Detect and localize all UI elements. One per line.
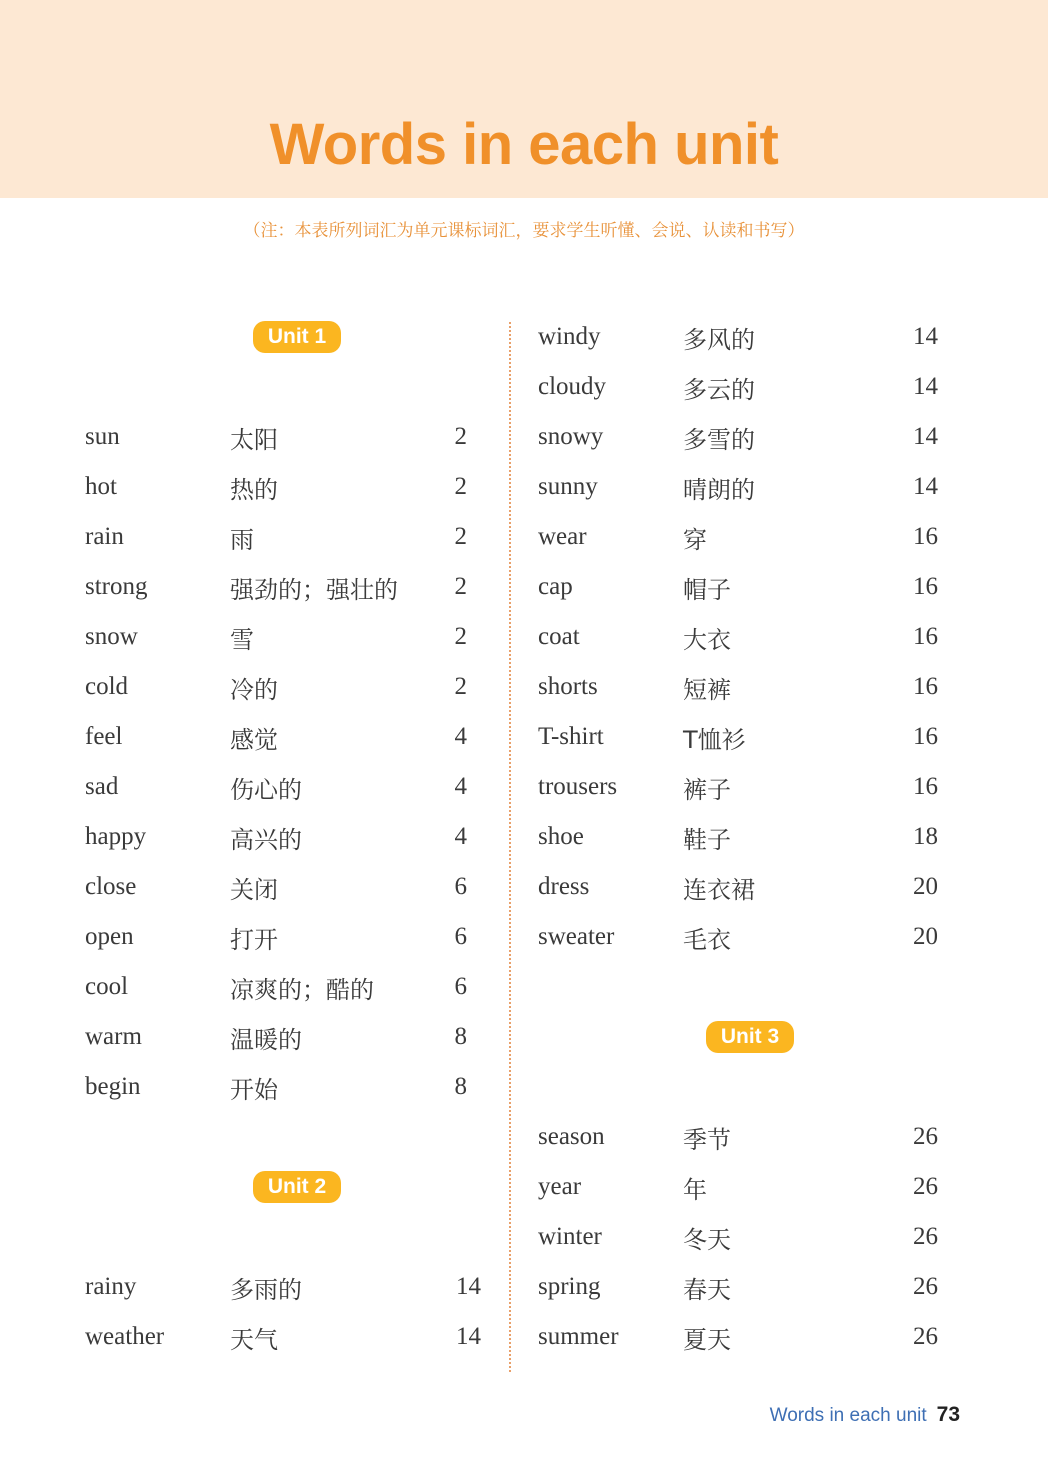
word-english: sun (85, 423, 120, 450)
word-english: cool (85, 973, 129, 1000)
word-row (538, 912, 938, 962)
word-row (85, 812, 485, 862)
word-meaning: 热的 (230, 475, 278, 504)
word-row (85, 912, 485, 962)
word-row (538, 1162, 938, 1212)
word-meaning: 高兴的 (230, 825, 302, 854)
word-english: happy (85, 823, 147, 850)
word-row (85, 562, 485, 612)
word-english: season (538, 1123, 605, 1150)
word-meaning: 冬天 (683, 1225, 731, 1254)
word-meaning: 季节 (683, 1125, 731, 1154)
word-english: snow (85, 623, 138, 650)
word-page-number: 18 (913, 823, 938, 850)
word-page-number: 14 (913, 373, 938, 400)
word-english: summer (538, 1323, 619, 1350)
word-english: begin (85, 1073, 141, 1100)
word-english: shoe (538, 823, 584, 850)
word-page-number: 16 (913, 623, 938, 650)
page-number: 73 (936, 1403, 960, 1426)
word-page-number: 4 (454, 723, 467, 750)
word-row (85, 1312, 485, 1362)
word-english: strong (85, 573, 148, 600)
word-row (538, 412, 938, 462)
word-page-number: 6 (454, 973, 467, 1000)
word-page-number: 16 (913, 773, 938, 800)
word-meaning: 太阳 (230, 425, 278, 454)
unit-1-heading (85, 312, 509, 362)
word-row (85, 612, 485, 662)
word-page-number: 2 (454, 473, 467, 500)
word-row (538, 562, 938, 612)
word-row (85, 412, 485, 462)
word-row (85, 762, 485, 812)
word-english: winter (538, 1223, 602, 1250)
word-page-number: 16 (913, 723, 938, 750)
word-english: rain (85, 523, 124, 550)
word-page-number: 26 (913, 1223, 938, 1250)
unit-3-heading (538, 1012, 962, 1062)
word-english: shorts (538, 673, 598, 700)
word-row (538, 462, 938, 512)
word-english: cold (85, 673, 129, 700)
word-page-number: 2 (454, 423, 467, 450)
word-meaning: 伤心的 (230, 775, 302, 804)
word-english: sunny (538, 473, 598, 500)
word-meaning: 雪 (230, 625, 254, 654)
word-page-number: 20 (913, 873, 938, 900)
word-row (538, 762, 938, 812)
word-row (538, 812, 938, 862)
word-row (85, 1012, 485, 1062)
word-english: trousers (538, 773, 618, 800)
word-page-number: 20 (913, 923, 938, 950)
word-english: hot (85, 473, 117, 500)
word-english: feel (85, 723, 123, 750)
word-page-number: 14 (913, 473, 938, 500)
word-page-number: 14 (456, 1323, 481, 1350)
word-meaning: 天气 (230, 1325, 278, 1354)
word-meaning: 晴朗的 (683, 475, 755, 504)
word-meaning: 裤子 (683, 775, 731, 804)
word-meaning: 短裤 (683, 675, 731, 704)
word-row (538, 362, 938, 412)
word-meaning: 穿 (683, 525, 707, 554)
word-english: wear (538, 523, 587, 550)
unit-3-badge: Unit 3 (706, 1021, 794, 1053)
word-meaning: 凉爽的；酷的 (230, 975, 374, 1004)
word-english: cap (538, 573, 573, 600)
word-page-number: 6 (454, 873, 467, 900)
word-meaning: 连衣裙 (683, 875, 755, 904)
unit-2-heading (85, 1162, 509, 1212)
unit-2-word-list-part-1 (85, 1262, 485, 1362)
word-page-number: 14 (456, 1273, 481, 1300)
word-meaning: 强劲的；强壮的 (230, 575, 398, 604)
word-page-number: 26 (913, 1173, 938, 1200)
word-english: dress (538, 873, 590, 900)
word-page-number: 2 (454, 523, 467, 550)
word-row (85, 962, 485, 1012)
word-english: rainy (85, 1273, 137, 1300)
word-meaning: 毛衣 (683, 925, 731, 954)
word-meaning: 冷的 (230, 675, 278, 704)
word-page-number: 2 (454, 673, 467, 700)
word-english: sweater (538, 923, 615, 950)
unit-1-word-list (85, 412, 485, 1112)
footer-title: Words in each unit (769, 1405, 927, 1426)
word-english: spring (538, 1273, 601, 1300)
word-english: warm (85, 1023, 142, 1050)
word-page-number: 16 (913, 673, 938, 700)
word-meaning: 多雪的 (683, 425, 755, 454)
word-english: T-shirt (538, 723, 604, 750)
word-row (85, 712, 485, 762)
column-divider (509, 322, 511, 1372)
word-page-number: 14 (913, 323, 938, 350)
word-english: cloudy (538, 373, 607, 400)
word-english: sad (85, 773, 119, 800)
word-meaning: 多云的 (683, 375, 755, 404)
word-meaning: 关闭 (230, 875, 278, 904)
word-meaning: 打开 (230, 925, 278, 954)
word-page-number: 16 (913, 573, 938, 600)
word-meaning: 夏天 (683, 1325, 731, 1354)
left-column (85, 312, 485, 1362)
word-meaning: 温暖的 (230, 1025, 302, 1054)
word-page-number: 14 (913, 423, 938, 450)
page-title: Words in each unit (269, 112, 779, 177)
word-row (85, 512, 485, 562)
word-row (538, 1212, 938, 1262)
word-meaning: 大衣 (683, 625, 731, 654)
word-meaning: 雨 (230, 525, 254, 554)
word-page-number: 8 (454, 1073, 467, 1100)
unit-2-word-list-part-2 (538, 312, 938, 962)
word-meaning: 帽子 (683, 575, 731, 604)
page-footer (770, 1403, 960, 1427)
word-meaning: 感觉 (230, 725, 278, 754)
word-row (85, 662, 485, 712)
word-row (538, 662, 938, 712)
word-row (85, 1262, 485, 1312)
word-english: close (85, 873, 137, 900)
word-page-number: 26 (913, 1123, 938, 1150)
word-page-number: 4 (454, 823, 467, 850)
word-english: windy (538, 323, 601, 350)
word-meaning: 开始 (230, 1075, 278, 1104)
unit-1-badge: Unit 1 (253, 321, 341, 353)
word-english: snowy (538, 423, 604, 450)
word-row (538, 312, 938, 362)
word-row (85, 1062, 485, 1112)
word-row (538, 712, 938, 762)
word-page-number: 6 (454, 923, 467, 950)
word-page-number: 26 (913, 1273, 938, 1300)
word-row (538, 862, 938, 912)
word-row (538, 1262, 938, 1312)
word-page-number: 16 (913, 523, 938, 550)
word-meaning: T恤衫 (683, 725, 746, 754)
word-meaning: 年 (683, 1175, 707, 1204)
word-english: coat (538, 623, 580, 650)
word-english: weather (85, 1323, 165, 1350)
word-row (538, 1112, 938, 1162)
unit-3-word-list (538, 1112, 938, 1362)
page-note: （注：本表所列词汇为单元课标词汇，要求学生听懂、会说、认读和书写） (243, 221, 805, 241)
word-english: open (85, 923, 134, 950)
word-page-number: 4 (454, 773, 467, 800)
word-page-number: 2 (454, 623, 467, 650)
word-row (85, 462, 485, 512)
word-meaning: 多风的 (683, 325, 755, 354)
word-row (538, 1312, 938, 1362)
word-english: year (538, 1173, 582, 1200)
unit-2-badge: Unit 2 (253, 1171, 341, 1203)
word-page-number: 26 (913, 1323, 938, 1350)
word-meaning: 多雨的 (230, 1275, 302, 1304)
word-meaning: 春天 (683, 1275, 731, 1304)
word-row (85, 862, 485, 912)
word-page-number: 8 (454, 1023, 467, 1050)
word-meaning: 鞋子 (683, 825, 731, 854)
right-column (538, 312, 938, 1362)
word-page-number: 2 (454, 573, 467, 600)
word-row (538, 512, 938, 562)
word-row (538, 612, 938, 662)
